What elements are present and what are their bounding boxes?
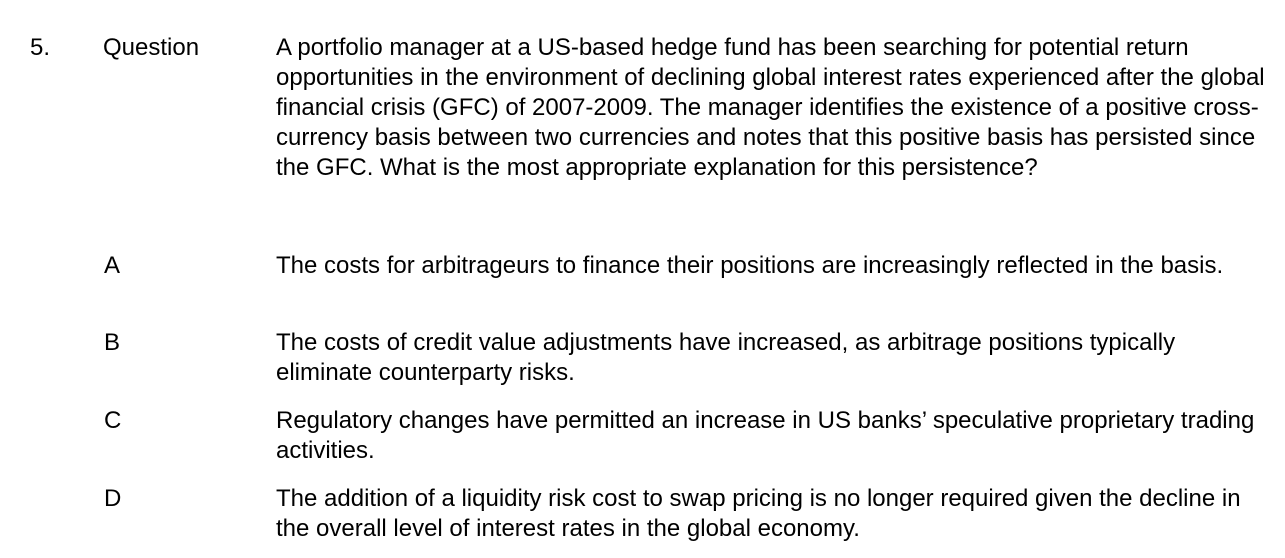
option-letter: D (104, 485, 122, 512)
option-letter: B (104, 329, 121, 356)
question-label: Question (103, 34, 200, 61)
option-text: Regulatory changes have permitted an increase in US banks’ speculative proprietary trading activities. (276, 407, 1255, 464)
option-text: The costs of credit value adjustments have increased, as arbitrage positions typically eliminate counterparty risks. (276, 329, 1176, 386)
option-letter: A (104, 252, 121, 279)
question-number: 5. (30, 34, 51, 61)
option-letter: C (104, 407, 122, 434)
option-text: The addition of a liquidity risk cost to swap pricing is no longer required given the decline in the overall level of interest rates in the global economy. (276, 485, 1241, 542)
option-text: The costs for arbitrageurs to finance their positions are increasingly reflected in the basis. (276, 252, 1224, 279)
question-text: A portfolio manager at a US-based hedge fund has been searching for potential return opportunities in the environment of declining global interest rates experienced after the global financial crisis (GFC) of 2007-2009. The manager identifies the existence of a positive cross-currency basis between two currencies and notes that this positive basis has persisted since the GFC. What is the most appropriate explanation for this persistence? (276, 34, 1265, 181)
